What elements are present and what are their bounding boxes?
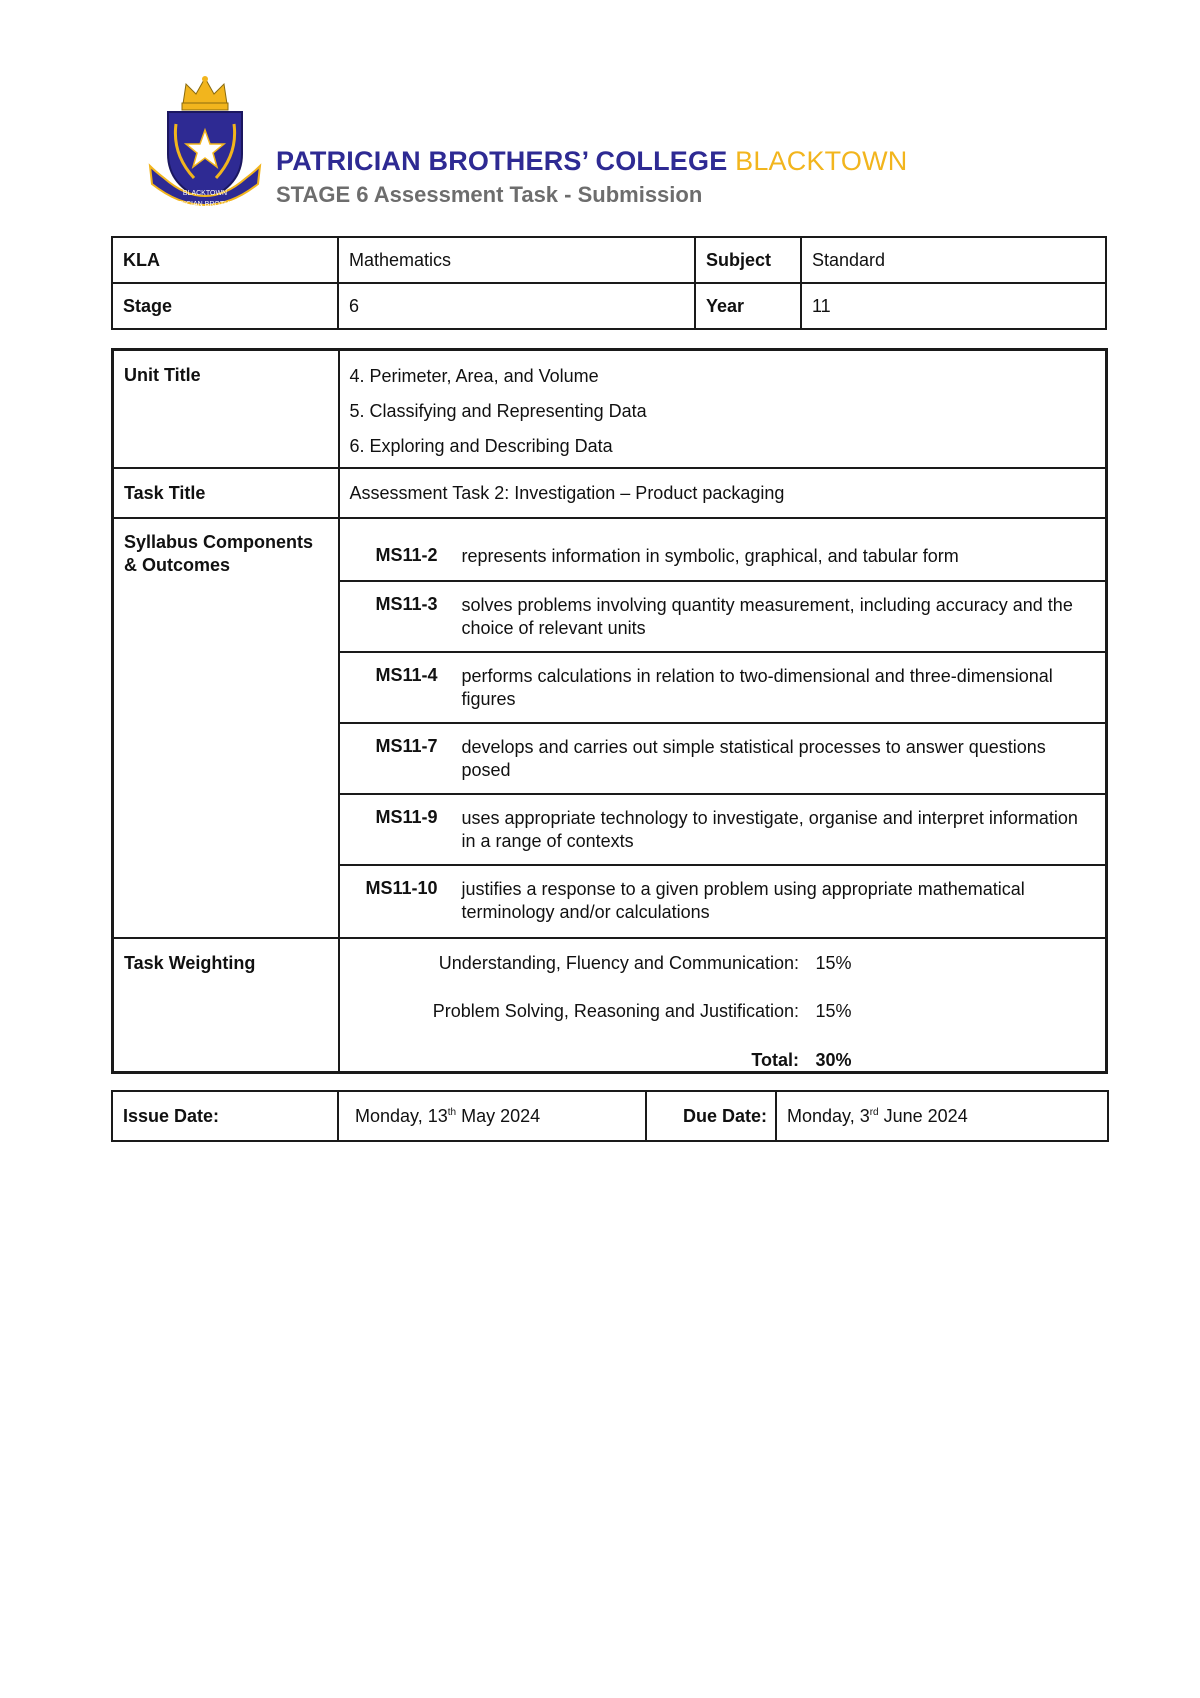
due-date-label: Due Date: bbox=[646, 1091, 776, 1141]
college-name-text: PATRICIAN BROTHERS’ COLLEGE bbox=[276, 146, 728, 176]
table-row bbox=[112, 1091, 1108, 1141]
outcome-desc: represents information in symbolic, graphical, and tabular form bbox=[461, 546, 959, 566]
due-date-value: Monday, 3rd June 2024 bbox=[776, 1091, 1108, 1141]
task-weighting-value bbox=[339, 938, 1107, 1073]
outcome-code: MS11-10 bbox=[365, 878, 438, 898]
syllabus-label: Syllabus Components & Outcomes bbox=[113, 518, 339, 938]
outcomes-cell bbox=[339, 518, 1107, 938]
page-subtitle: STAGE 6 Assessment Task - Submission bbox=[276, 182, 703, 207]
outcome-desc: justifies a response to a given problem using appropriate mathematical terminology and/or calculations bbox=[461, 879, 1025, 922]
outcome-desc: solves problems involving quantity measurement, including accuracy and the choice of relevant units bbox=[461, 595, 1073, 638]
task-title-label: Task Title bbox=[113, 468, 339, 518]
task-title-value: Assessment Task 2: Investigation – Product packaging bbox=[339, 468, 1107, 518]
task-weighting-label: Task Weighting bbox=[113, 938, 339, 1073]
table-row bbox=[113, 350, 1107, 469]
weighting-label: Understanding, Fluency and Communication: bbox=[438, 953, 799, 973]
outcome-code: MS11-2 bbox=[375, 545, 438, 565]
year-value: 11 bbox=[801, 283, 1106, 329]
issue-date-value: Monday, 13th May 2024 bbox=[338, 1091, 646, 1141]
weighting-total-row bbox=[340, 1050, 1106, 1072]
unit-title-label: Unit Title bbox=[113, 350, 339, 469]
outcome-desc: uses appropriate technology to investigate, organise and interpret information in a range of contexts bbox=[461, 808, 1078, 851]
crest-banner-text-bottom: PATRICIAN BROTHERS bbox=[166, 201, 244, 208]
outcome-row bbox=[340, 866, 1106, 937]
list-item: 6. Exploring and Describing Data bbox=[349, 436, 613, 456]
table-row bbox=[113, 938, 1107, 1073]
list-item: 5. Classifying and Representing Data bbox=[349, 401, 647, 421]
crown-icon bbox=[182, 76, 228, 110]
issue-date-label: Issue Date: bbox=[112, 1091, 338, 1141]
table-row bbox=[113, 468, 1107, 518]
table-row bbox=[112, 283, 1106, 329]
stage-label: Stage bbox=[112, 283, 338, 329]
list-item: 4. Perimeter, Area, and Volume bbox=[349, 366, 599, 386]
outcome-row bbox=[340, 795, 1106, 866]
outcome-desc: develops and carries out simple statistical processes to answer questions posed bbox=[461, 737, 1046, 780]
table-row bbox=[113, 518, 1107, 938]
unit-title-value bbox=[339, 350, 1107, 469]
outcome-code: MS11-4 bbox=[375, 665, 438, 685]
weighting-row bbox=[340, 1001, 1106, 1023]
year-label: Year bbox=[695, 283, 801, 329]
outcome-row bbox=[340, 582, 1106, 653]
outcome-row bbox=[340, 724, 1106, 795]
outcome-code: MS11-7 bbox=[375, 736, 438, 756]
kla-value: Mathematics bbox=[338, 237, 695, 283]
crest-banner-text: BLACKTOWN bbox=[182, 190, 228, 197]
outcome-code: MS11-9 bbox=[375, 807, 438, 827]
dates-table bbox=[111, 1090, 1109, 1142]
table-row bbox=[112, 237, 1106, 283]
kla-label: KLA bbox=[112, 237, 338, 283]
outcome-row bbox=[340, 653, 1106, 724]
outcome-desc: performs calculations in relation to two-dimensional and three-dimensional figures bbox=[461, 666, 1053, 709]
outcome-code: MS11-3 bbox=[375, 594, 438, 614]
outcome-row bbox=[340, 533, 1106, 582]
stage-value: 6 bbox=[338, 283, 695, 329]
subject-value: Standard bbox=[801, 237, 1106, 283]
weighting-total-label: Total: bbox=[751, 1050, 799, 1070]
college-name bbox=[276, 146, 907, 177]
college-crest-logo bbox=[146, 74, 264, 216]
task-details-table bbox=[111, 348, 1108, 1074]
info-table bbox=[111, 236, 1107, 330]
weighting-total-value: 30% bbox=[815, 1050, 852, 1070]
subject-label: Subject bbox=[695, 237, 801, 283]
weighting-label: Problem Solving, Reasoning and Justification: bbox=[432, 1001, 799, 1021]
weighting-row bbox=[340, 953, 1106, 975]
college-location-text: BLACKTOWN bbox=[735, 146, 908, 176]
weighting-value: 15% bbox=[815, 1001, 852, 1021]
weighting-value: 15% bbox=[815, 953, 852, 973]
